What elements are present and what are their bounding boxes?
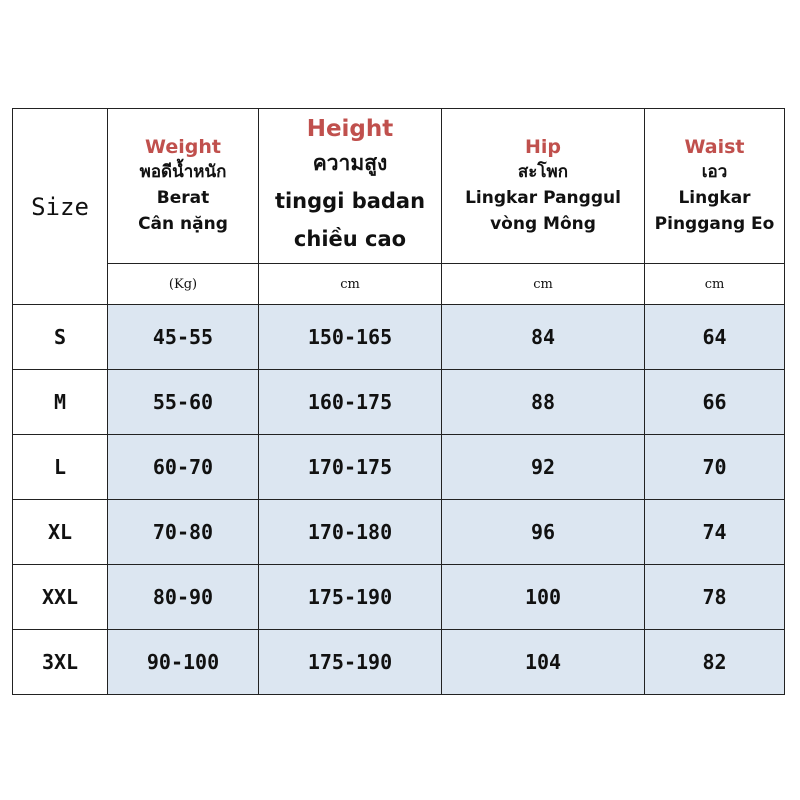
height-unit: cm	[259, 264, 442, 305]
hip-title: Hip	[524, 136, 561, 158]
waist-cell: 82	[645, 630, 785, 695]
unit-row	[13, 264, 785, 305]
weight-cell: 80-90	[108, 565, 259, 630]
height-cell: 160-175	[259, 370, 442, 435]
hip-column-header	[442, 109, 645, 264]
hip-cell: 84	[442, 305, 645, 370]
size-column-header: Size	[13, 109, 108, 305]
table-row	[13, 305, 785, 370]
waist-label-indonesian: Lingkar	[678, 188, 751, 208]
waist-cell: 70	[645, 435, 785, 500]
header-row	[13, 109, 785, 264]
weight-label-thai: พอดีน้ำหนัก	[139, 162, 227, 182]
height-column-header	[259, 109, 442, 264]
hip-cell: 100	[442, 565, 645, 630]
weight-unit: (Kg)	[108, 264, 259, 305]
height-cell: 170-180	[259, 500, 442, 565]
table-body	[13, 305, 785, 695]
size-cell: 3XL	[13, 630, 108, 695]
weight-cell: 70-80	[108, 500, 259, 565]
table-row	[13, 500, 785, 565]
weight-label-vietnamese: Cân nặng	[138, 214, 228, 234]
table-row	[13, 435, 785, 500]
weight-title: Weight	[145, 136, 221, 158]
size-chart-table	[12, 108, 785, 695]
weight-cell: 90-100	[108, 630, 259, 695]
table-row	[13, 370, 785, 435]
waist-label-vietnamese: Pinggang Eo	[654, 214, 775, 234]
height-label-vietnamese: chiều cao	[293, 227, 407, 251]
weight-cell: 55-60	[108, 370, 259, 435]
hip-label-vietnamese: vòng Mông	[490, 214, 596, 234]
hip-label-thai: สะโพก	[517, 162, 569, 182]
weight-cell: 60-70	[108, 435, 259, 500]
waist-cell: 78	[645, 565, 785, 630]
height-cell: 170-175	[259, 435, 442, 500]
hip-unit: cm	[442, 264, 645, 305]
hip-cell: 92	[442, 435, 645, 500]
hip-label-indonesian: Lingkar Panggul	[465, 188, 621, 208]
height-label-thai: ความสูง	[312, 151, 388, 175]
waist-column-header	[645, 109, 785, 264]
height-cell: 175-190	[259, 565, 442, 630]
waist-cell: 64	[645, 305, 785, 370]
waist-cell: 74	[645, 500, 785, 565]
size-cell: L	[13, 435, 108, 500]
table-row	[13, 630, 785, 695]
hip-cell: 104	[442, 630, 645, 695]
weight-cell: 45-55	[108, 305, 259, 370]
height-title: Height	[306, 116, 394, 142]
height-cell: 150-165	[259, 305, 442, 370]
height-cell: 175-190	[259, 630, 442, 695]
waist-label-thai: เอว	[701, 162, 728, 182]
height-label-indonesian: tinggi badan	[274, 189, 426, 213]
size-cell: S	[13, 305, 108, 370]
size-cell: M	[13, 370, 108, 435]
table-row	[13, 565, 785, 630]
waist-title: Waist	[684, 136, 745, 158]
weight-label-indonesian: Berat	[156, 188, 210, 208]
hip-cell: 96	[442, 500, 645, 565]
size-cell: XL	[13, 500, 108, 565]
size-cell: XXL	[13, 565, 108, 630]
hip-cell: 88	[442, 370, 645, 435]
waist-unit: cm	[645, 264, 785, 305]
waist-cell: 66	[645, 370, 785, 435]
weight-column-header	[108, 109, 259, 264]
